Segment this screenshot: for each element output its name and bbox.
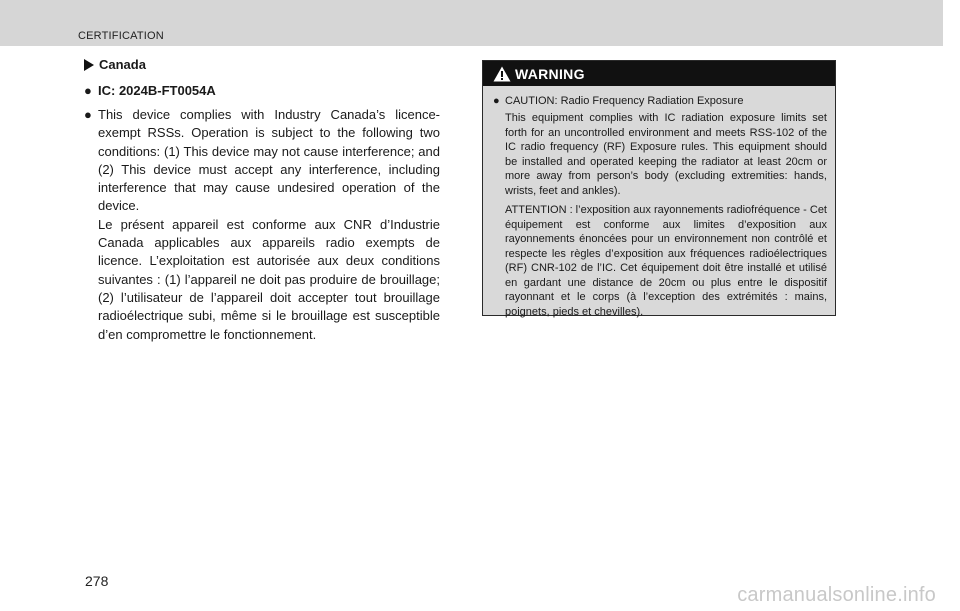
- page-edge: [943, 0, 960, 611]
- canada-section: [84, 56, 440, 350]
- warning-header: [483, 61, 835, 86]
- section-label: CERTIFICATION: [78, 30, 164, 42]
- french-rf-exposure-text: ATTENTION : l’exposition aux rayonnements radiofréquence - Cet équipement est conforme aux limites d’exposition aux rayonnements énoncées pour un environnement non contrôlé et respecte les règles d’exposition aux fréquences radioélectriques (RF) CNR-102 de l’IC. Cet équipement doit être installé et utilisé en gardant une distance de 20cm ou plus entre le dispositif rayonnant et le corps (à l’exception des extrémités : mains, poignets, pieds et chevilles).: [505, 204, 827, 318]
- caution-heading: CAUTION: Radio Frequency Radiation Exposure: [505, 95, 744, 107]
- warning-triangle-icon: [493, 66, 511, 82]
- section-heading: [84, 56, 440, 74]
- warning-box: [482, 60, 836, 316]
- bullet-dot-icon: ●: [84, 107, 92, 122]
- french-compliance-text: Le présent appareil est conforme aux CNR d’Industrie Canada applicables aux appareils radio exempts de licence. L’exploitation est autorisée aux deux conditions suivantes : (1) l’appareil ne doit pas produire de brouillage; (2) l’utilisateur de l’appareil doit accepter tout brouillage radioélectrique subi, même si le brouillage est susceptible d’en compromettre le fonctionnement.: [98, 216, 440, 342]
- bullet-dot-icon: ●: [493, 95, 500, 107]
- warning-body: [483, 86, 835, 319]
- ic-number-text: IC: 2024B-FT0054A: [98, 83, 216, 98]
- warning-title: WARNING: [515, 65, 585, 82]
- bullet-dot-icon: ●: [84, 83, 92, 98]
- triangle-right-icon: [84, 59, 94, 71]
- caution-item: [493, 94, 827, 108]
- header-band: [0, 0, 943, 46]
- heading-text: Canada: [99, 57, 146, 72]
- compliance-item: [84, 106, 440, 344]
- watermark: carmanualsonline.info: [737, 584, 936, 606]
- english-rf-exposure-text: This equipment complies with IC radiation exposure limits set forth for an uncontrolled environment and meets RSS-102 of the IC radio frequency (RF) Exposure rules. This equipment should be installed and operated keeping the radiator at least 20cm or more away from person’s body (excluding extremities: hands, wrists, feet and ankles).: [505, 112, 827, 197]
- page-number: 278: [85, 573, 109, 589]
- ic-number-item: [84, 82, 440, 100]
- english-compliance-text: This device complies with Industry Canada’s licence-exempt RSSs. Operation is subject to the following two conditions: (1) This device may not cause interference; and (2) This device must accept any interference, including interference that may cause undesired operation of the device.: [98, 107, 440, 214]
